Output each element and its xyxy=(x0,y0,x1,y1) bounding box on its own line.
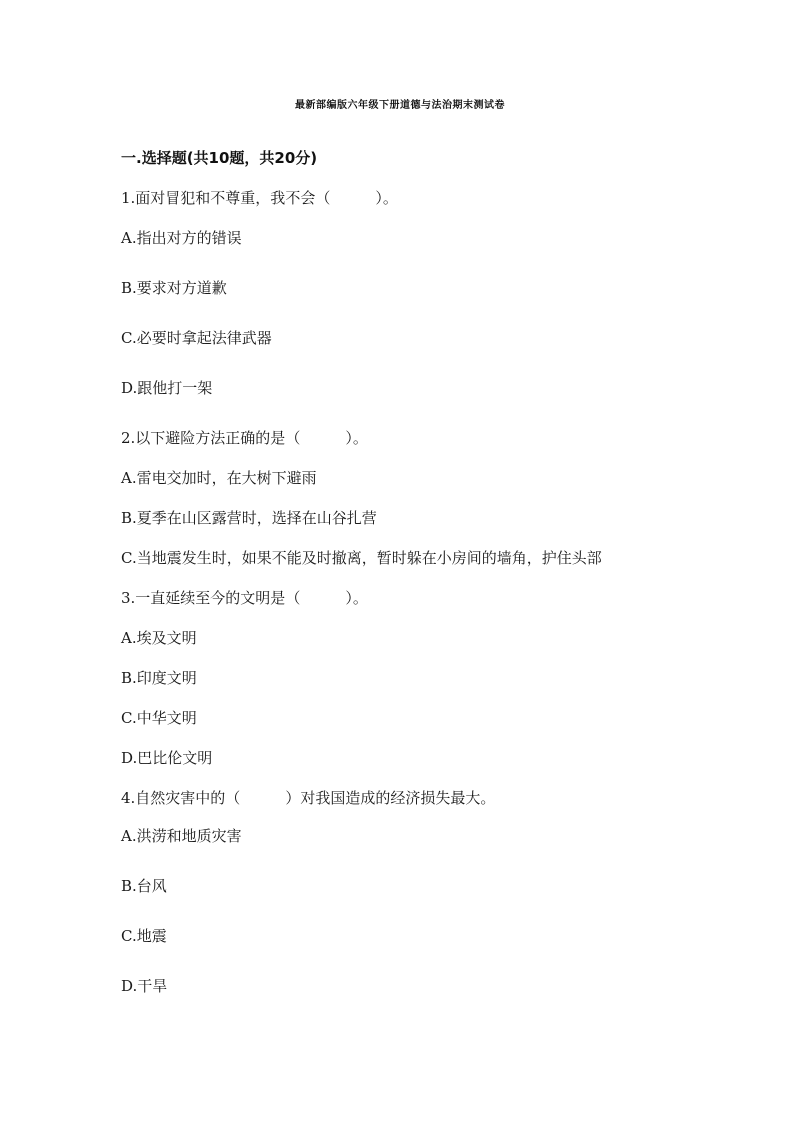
question-3-option-d: D.巴比伦文明 xyxy=(121,749,213,767)
question-3-option-c: C.中华文明 xyxy=(121,709,197,727)
question-1-stem: 1.面对冒犯和不尊重，我不会（ ）。 xyxy=(121,189,398,207)
question-1-option-a: A.指出对方的错误 xyxy=(121,229,242,247)
question-3-option-b: B.印度文明 xyxy=(121,669,197,687)
question-1-option-d: D.跟他打一架 xyxy=(121,379,213,397)
question-3-option-a: A.埃及文明 xyxy=(121,629,197,647)
question-2-option-b: B.夏季在山区露营时，选择在山谷扎营 xyxy=(121,509,377,527)
question-4-stem: 4.自然灾害中的（ ）对我国造成的经济损失最大。 xyxy=(121,789,496,807)
question-4-option-d: D.干旱 xyxy=(121,977,168,995)
question-3-stem: 3.一直延续至今的文明是（ ）。 xyxy=(121,589,368,607)
question-2-stem: 2.以下避险方法正确的是（ ）。 xyxy=(121,429,368,447)
question-1-option-c: C.必要时拿起法律武器 xyxy=(121,329,272,347)
question-1-option-b: B.要求对方道歉 xyxy=(121,279,227,297)
section-heading: 一.选择题(共10题，共20分) xyxy=(121,149,318,167)
exam-title: 最新部编版六年级下册道德与法治期末测试卷 xyxy=(295,100,505,111)
question-4-option-a: A.洪涝和地质灾害 xyxy=(121,827,242,845)
question-2-option-c: C.当地震发生时，如果不能及时撤离，暂时躲在小房间的墙角，护住头部 xyxy=(121,549,602,567)
question-4-option-c: C.地震 xyxy=(121,927,167,945)
question-4-option-b: B.台风 xyxy=(121,877,167,895)
question-2-option-a: A.雷电交加时，在大树下避雨 xyxy=(121,469,317,487)
